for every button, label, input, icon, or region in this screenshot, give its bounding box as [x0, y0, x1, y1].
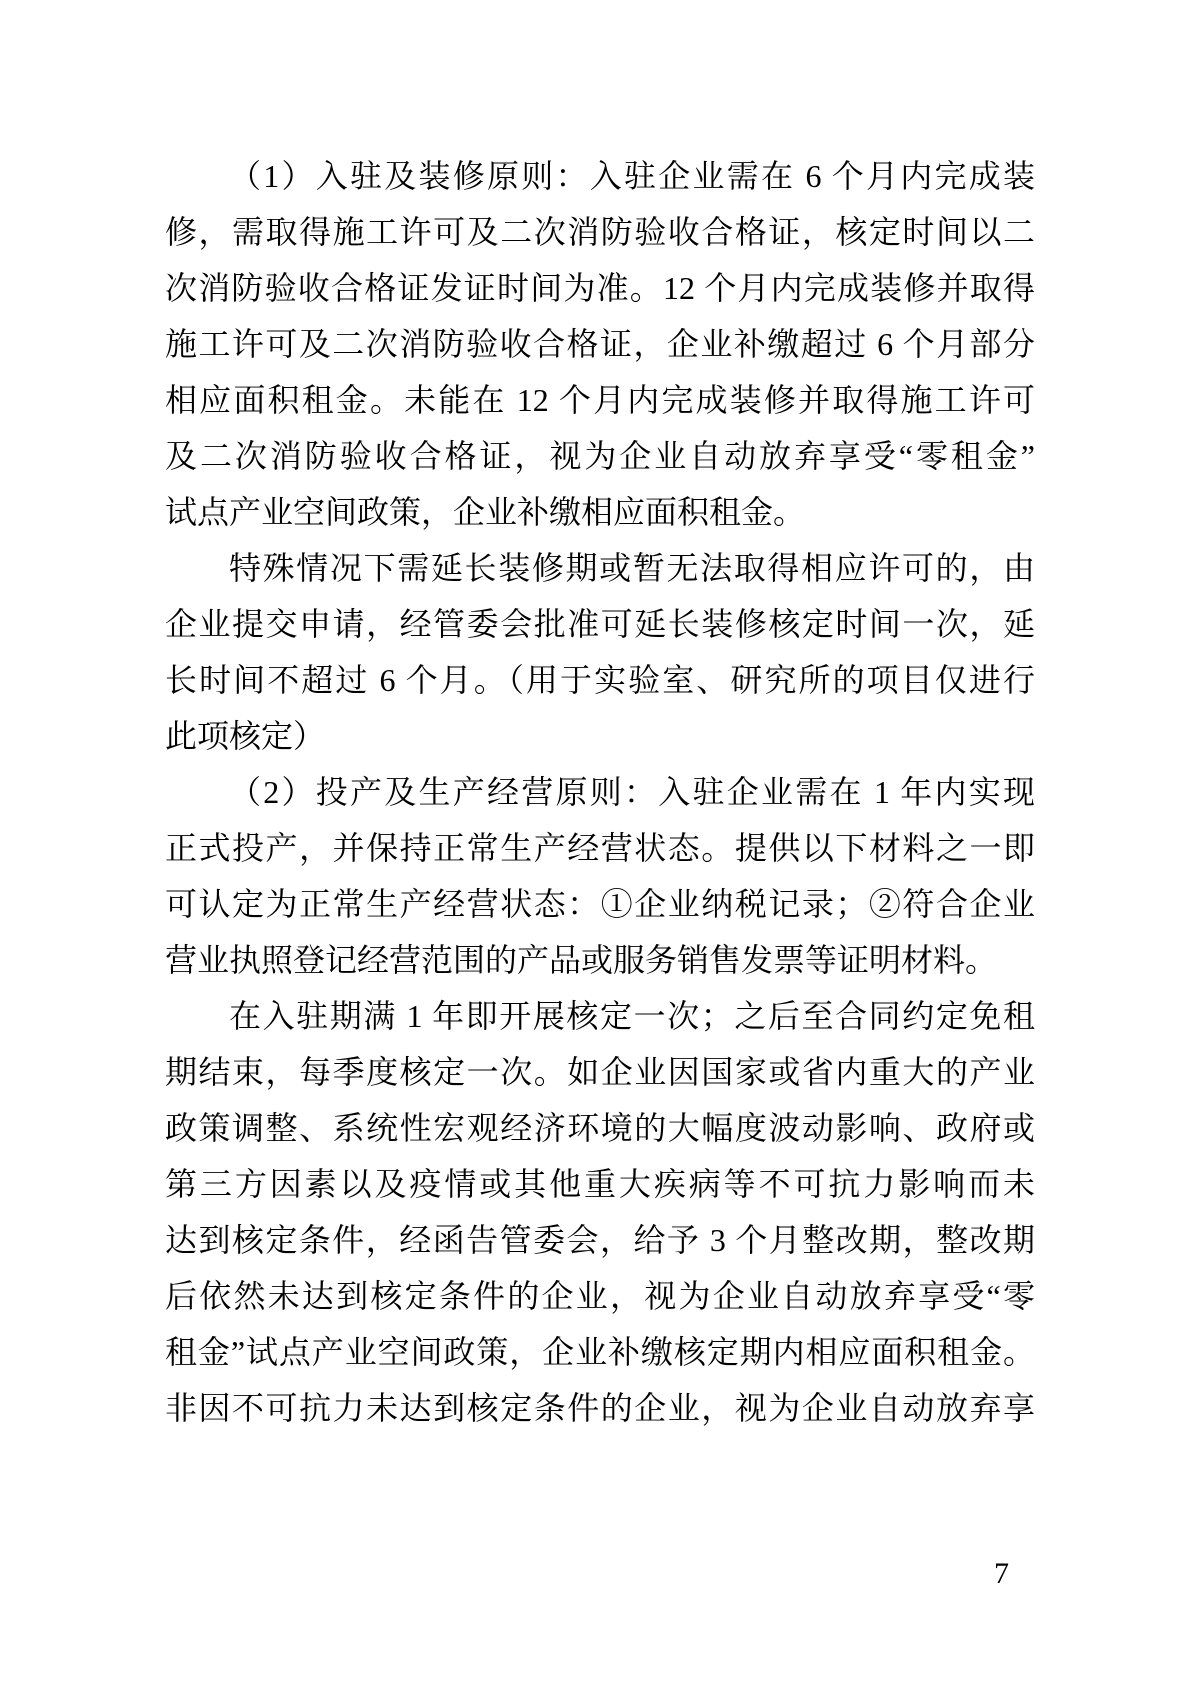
text-line: 后依然未达到核定条件的企业，视为企业自动放弃享受“零 [165, 1278, 1035, 1314]
text-line: （1）入驻及装修原则：入驻企业需在 6 个月内完成装 [229, 158, 1035, 194]
text-line: 施工许可及二次消防验收合格证，企业补缴超过 6 个月部分 [165, 326, 1035, 362]
text-line: 非因不可抗力未达到核定条件的企业，视为企业自动放弃享 [165, 1390, 1035, 1426]
paragraph-production-principle [165, 764, 1035, 988]
paragraph-special-extension [165, 540, 1035, 764]
text-line: 租金”试点产业空间政策，企业补缴核定期内相应面积租金。 [165, 1334, 1035, 1370]
text-line: 正式投产，并保持正常生产经营状态。提供以下材料之一即 [165, 830, 1035, 866]
text-line: 次消防验收合格证发证时间为准。12 个月内完成装修并取得 [165, 270, 1035, 306]
text-line: 政策调整、系统性宏观经济环境的大幅度波动影响、政府或 [165, 1110, 1035, 1146]
text-line: 及二次消防验收合格证，视为企业自动放弃享受“零租金” [165, 438, 1035, 474]
text-line: 修，需取得施工许可及二次消防验收合格证，核定时间以二 [165, 214, 1035, 250]
text-line: 达到核定条件，经函告管委会，给予 3 个月整改期，整改期 [165, 1222, 1035, 1258]
text-line: 此项核定） [165, 718, 326, 754]
paragraph-verification-schedule [165, 988, 1035, 1436]
paragraph-renovation-principle [165, 148, 1035, 540]
text-line: 试点产业空间政策，企业补缴相应面积租金。 [165, 494, 806, 530]
document-body [165, 148, 1035, 1436]
text-line: 相应面积租金。未能在 12 个月内完成装修并取得施工许可 [165, 382, 1035, 418]
text-line: 可认定为正常生产经营状态：①企业纳税记录；②符合企业 [165, 886, 1035, 922]
text-line: （2）投产及生产经营原则：入驻企业需在 1 年内实现 [229, 774, 1035, 810]
text-line: 第三方因素以及疫情或其他重大疾病等不可抗力影响而未 [165, 1166, 1035, 1202]
text-line: 在入驻期满 1 年即开展核定一次；之后至合同约定免租 [229, 998, 1035, 1034]
text-line: 长时间不超过 6 个月。（用于实验室、研究所的项目仅进行 [165, 662, 1035, 698]
page-footer [165, 1556, 1035, 1592]
text-line: 期结束，每季度核定一次。如企业因国家或省内重大的产业 [165, 1054, 1035, 1090]
text-line: 特殊情况下需延长装修期或暂无法取得相应许可的，由 [229, 550, 1035, 586]
text-line: 企业提交申请，经管委会批准可延长装修核定时间一次，延 [165, 606, 1035, 642]
page-number: 7 [994, 1557, 1009, 1590]
text-line: 营业执照登记经营范围的产品或服务销售发票等证明材料。 [165, 942, 998, 978]
